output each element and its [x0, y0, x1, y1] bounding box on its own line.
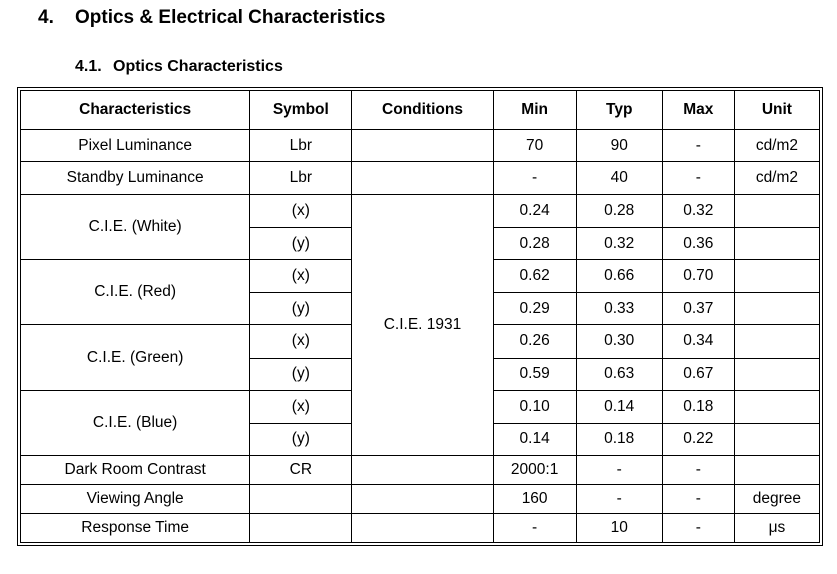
- characteristic-cell: C.I.E. (Blue): [21, 390, 250, 455]
- symbol-cell: [250, 484, 352, 513]
- unit-cell: [734, 195, 819, 228]
- typ-cell: 10: [576, 513, 662, 542]
- header-cell: Characteristics: [21, 91, 250, 130]
- symbol-cell: (y): [250, 293, 352, 325]
- symbol-cell: (y): [250, 423, 352, 455]
- min-cell: 0.28: [493, 228, 576, 260]
- typ-cell: 0.14: [576, 390, 662, 423]
- min-cell: 0.14: [493, 423, 576, 455]
- max-cell: 0.32: [662, 195, 734, 228]
- characteristic-cell: Response Time: [21, 513, 250, 542]
- typ-cell: 0.30: [576, 325, 662, 358]
- section-title: Optics & Electrical Characteristics: [75, 7, 386, 28]
- max-cell: 0.37: [662, 293, 734, 325]
- symbol-cell: (x): [250, 260, 352, 293]
- symbol-cell: (x): [250, 325, 352, 358]
- min-cell: 0.26: [493, 325, 576, 358]
- typ-cell: 90: [576, 130, 662, 162]
- min-cell: -: [493, 162, 576, 195]
- typ-cell: 0.66: [576, 260, 662, 293]
- unit-cell: degree: [734, 484, 819, 513]
- max-cell: 0.67: [662, 358, 734, 390]
- symbol-cell: (x): [250, 390, 352, 423]
- unit-cell: [734, 455, 819, 484]
- max-cell: -: [662, 455, 734, 484]
- min-cell: 0.62: [493, 260, 576, 293]
- characteristic-cell: Standby Luminance: [21, 162, 250, 195]
- characteristic-cell: C.I.E. (White): [21, 195, 250, 260]
- unit-cell: [734, 325, 819, 358]
- symbol-cell: Lbr: [250, 130, 352, 162]
- max-cell: 0.22: [662, 423, 734, 455]
- max-cell: 0.70: [662, 260, 734, 293]
- header-cell: Max: [662, 91, 734, 130]
- conditions-cell: [352, 455, 493, 484]
- typ-cell: 0.32: [576, 228, 662, 260]
- subsection-heading: [75, 58, 283, 76]
- typ-cell: 40: [576, 162, 662, 195]
- symbol-cell: [250, 513, 352, 542]
- min-cell: 0.10: [493, 390, 576, 423]
- typ-cell: 0.28: [576, 195, 662, 228]
- unit-cell: cd/m2: [734, 130, 819, 162]
- min-cell: -: [493, 513, 576, 542]
- min-cell: 2000:1: [493, 455, 576, 484]
- header-cell: Unit: [734, 91, 819, 130]
- conditions-cell: [352, 162, 493, 195]
- optics-characteristics-table: [20, 90, 820, 543]
- header-cell: Typ: [576, 91, 662, 130]
- characteristic-cell: Pixel Luminance: [21, 130, 250, 162]
- min-cell: 160: [493, 484, 576, 513]
- characteristic-cell: Dark Room Contrast: [21, 455, 250, 484]
- max-cell: -: [662, 484, 734, 513]
- characteristic-cell: C.I.E. (Red): [21, 260, 250, 325]
- header-cell: Symbol: [250, 91, 352, 130]
- conditions-cell: [352, 484, 493, 513]
- typ-cell: -: [576, 484, 662, 513]
- section-heading: [38, 7, 385, 29]
- unit-cell: [734, 423, 819, 455]
- typ-cell: -: [576, 455, 662, 484]
- table-row: [21, 484, 820, 513]
- subsection-title: Optics Characteristics: [113, 58, 283, 75]
- min-cell: 70: [493, 130, 576, 162]
- symbol-cell: (x): [250, 195, 352, 228]
- table-row: [21, 513, 820, 542]
- cie-condition-cell: C.I.E. 1931: [352, 195, 493, 456]
- unit-cell: [734, 358, 819, 390]
- table-frame: [17, 87, 823, 546]
- unit-cell: μs: [734, 513, 819, 542]
- symbol-cell: Lbr: [250, 162, 352, 195]
- symbol-cell: CR: [250, 455, 352, 484]
- symbol-cell: (y): [250, 358, 352, 390]
- header-cell: Min: [493, 91, 576, 130]
- max-cell: 0.18: [662, 390, 734, 423]
- max-cell: 0.34: [662, 325, 734, 358]
- unit-cell: [734, 390, 819, 423]
- table-row: [21, 455, 820, 484]
- min-cell: 0.59: [493, 358, 576, 390]
- max-cell: 0.36: [662, 228, 734, 260]
- max-cell: -: [662, 513, 734, 542]
- characteristic-cell: Viewing Angle: [21, 484, 250, 513]
- conditions-cell: [352, 513, 493, 542]
- min-cell: 0.29: [493, 293, 576, 325]
- max-cell: -: [662, 162, 734, 195]
- typ-cell: 0.18: [576, 423, 662, 455]
- max-cell: -: [662, 130, 734, 162]
- typ-cell: 0.63: [576, 358, 662, 390]
- unit-cell: [734, 293, 819, 325]
- conditions-cell: [352, 130, 493, 162]
- table-row: [21, 162, 820, 195]
- unit-cell: [734, 260, 819, 293]
- characteristic-cell: C.I.E. (Green): [21, 325, 250, 390]
- unit-cell: [734, 228, 819, 260]
- typ-cell: 0.33: [576, 293, 662, 325]
- subsection-number: 4.1.: [75, 58, 102, 75]
- section-number: 4.: [38, 7, 54, 28]
- min-cell: 0.24: [493, 195, 576, 228]
- table-row: [21, 130, 820, 162]
- header-cell: Conditions: [352, 91, 493, 130]
- unit-cell: cd/m2: [734, 162, 819, 195]
- table-header-row: [21, 91, 820, 130]
- symbol-cell: (y): [250, 228, 352, 260]
- table-row: [21, 195, 820, 228]
